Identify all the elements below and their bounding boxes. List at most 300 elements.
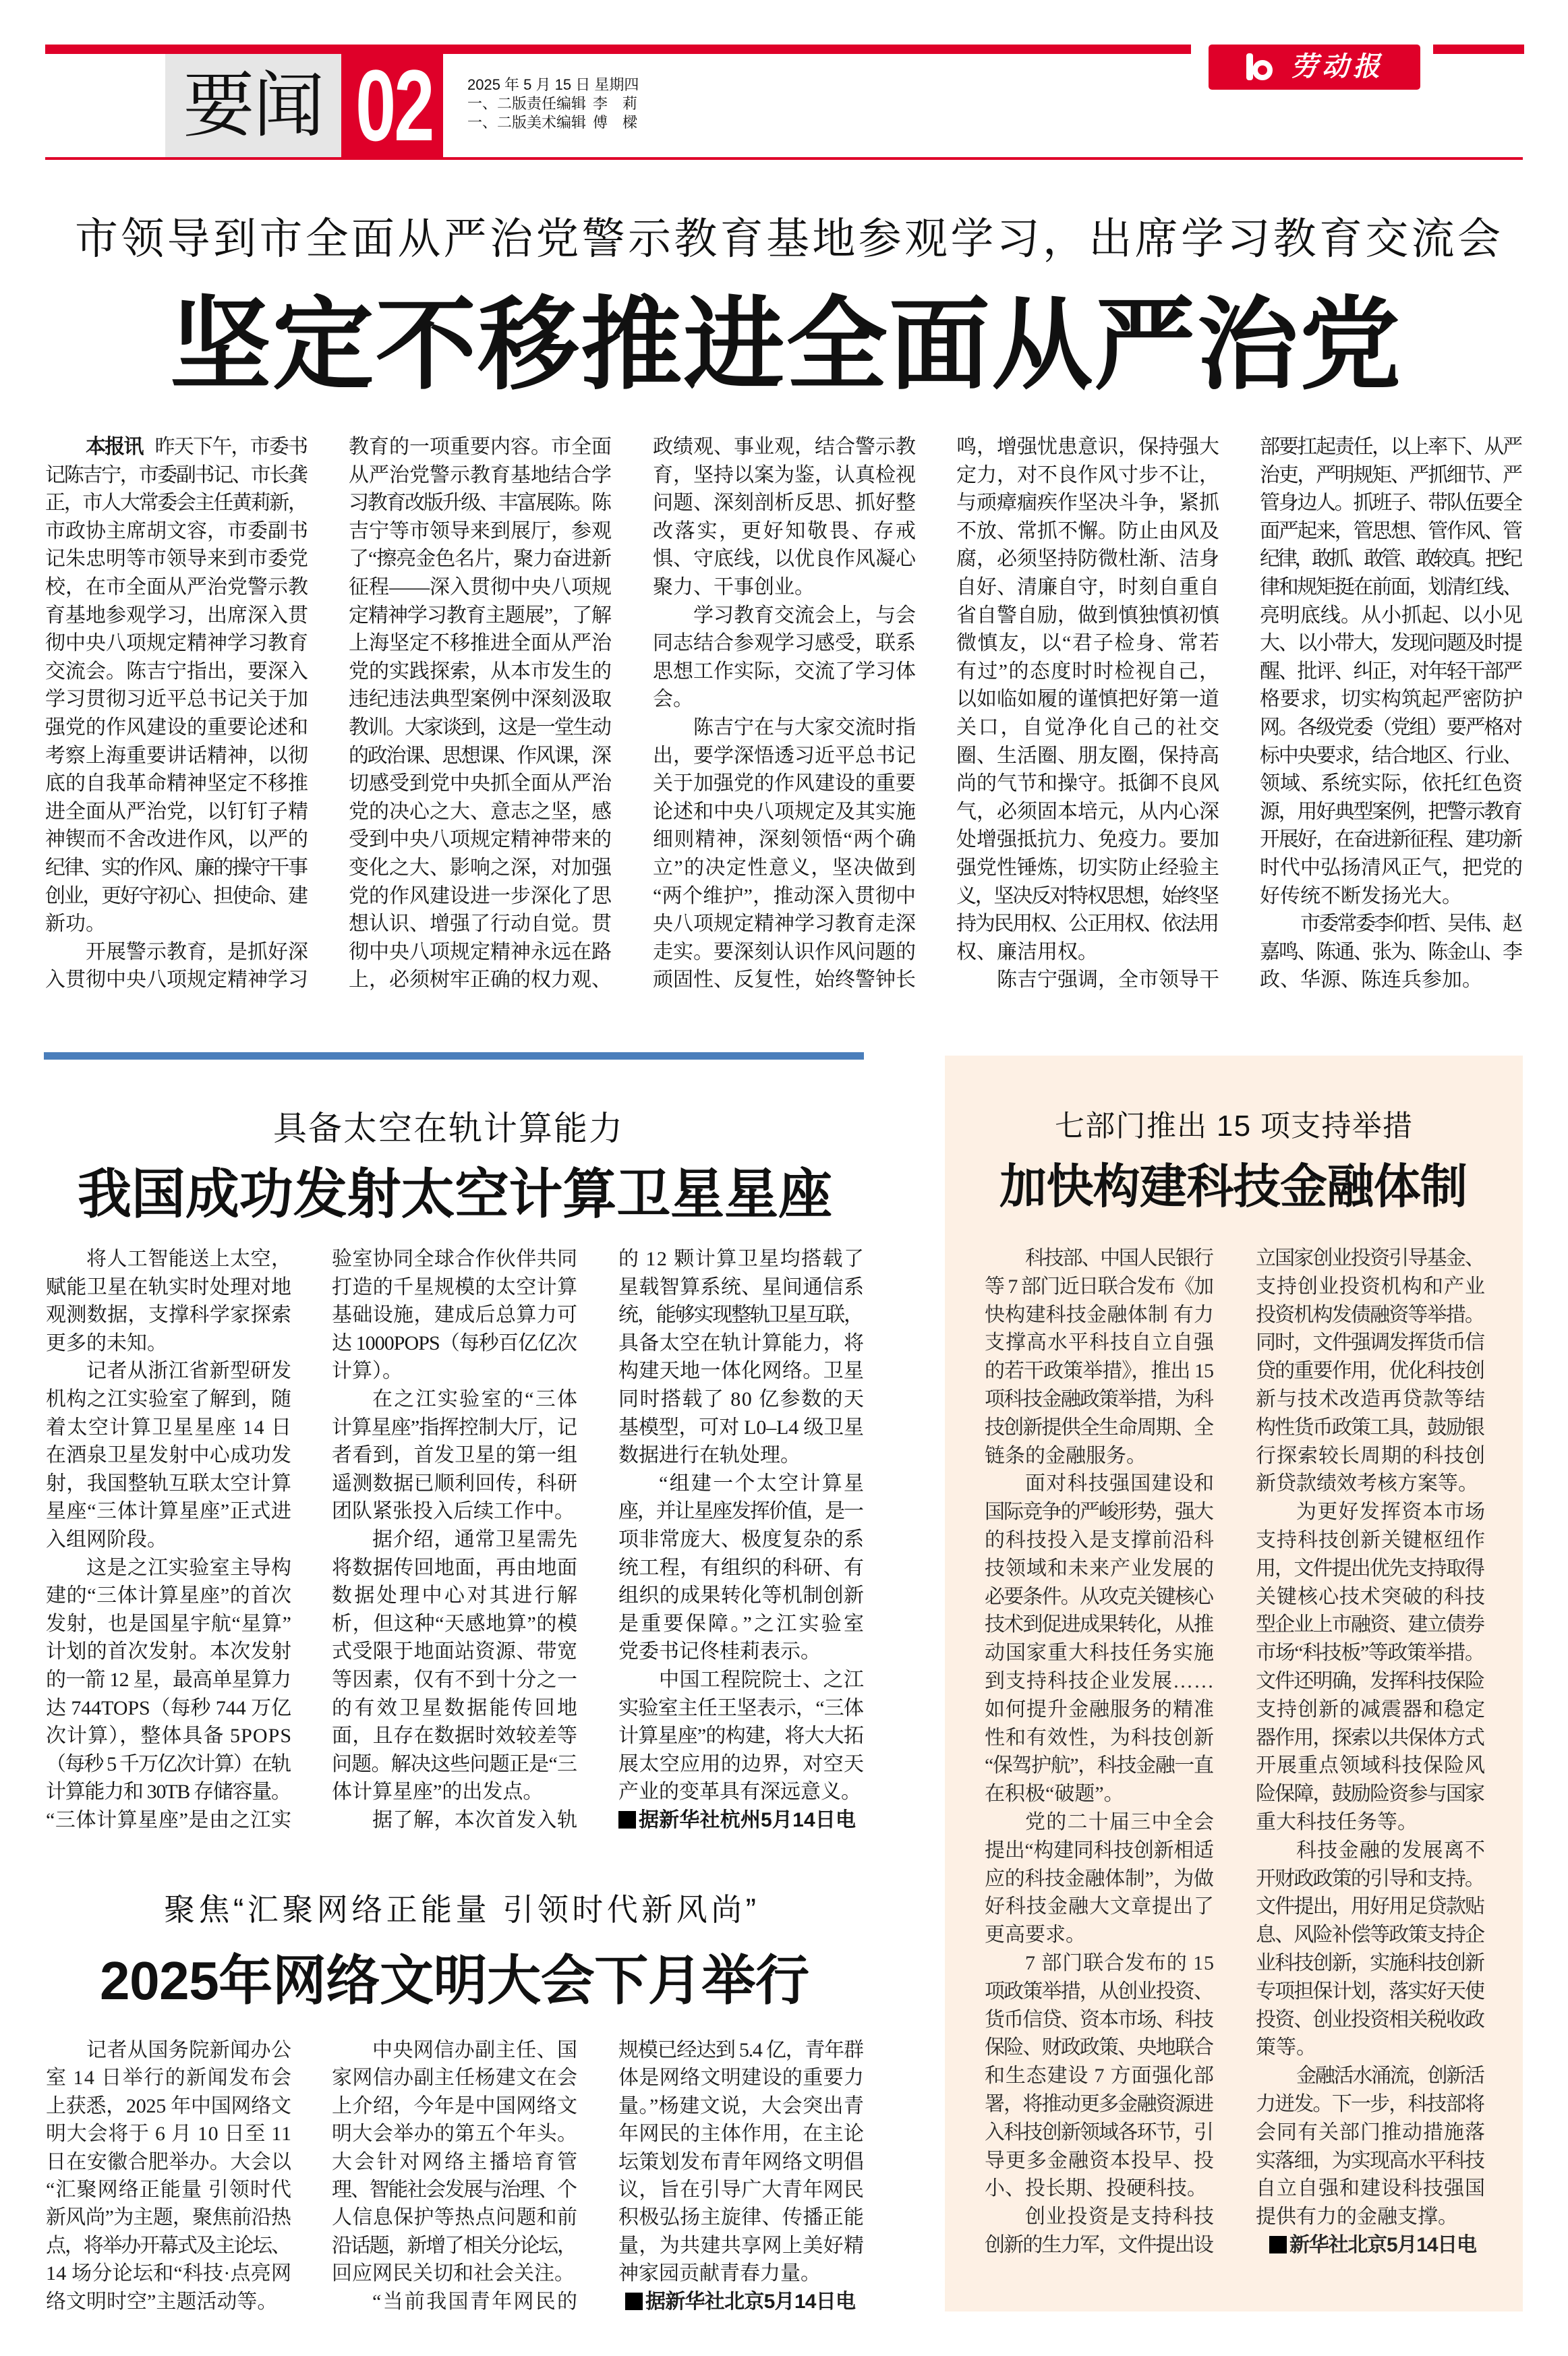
text-line: 问题、深刻剖析反思、抓好整: [653, 492, 916, 515]
story-column: [349, 433, 612, 994]
text-line: 习教育改版升级、丰富展陈。陈: [349, 492, 610, 515]
text-line: 规模已经达到 5.4 亿，青年群: [618, 2039, 863, 2061]
text-line: “三体计算星座”是由之江实: [46, 1808, 292, 1831]
text-line: 团队紧张投入后续工作中。: [332, 1500, 575, 1523]
text-line: 义，坚决反对特权思想，始终坚: [956, 884, 1218, 907]
text-line: 时代中弘扬清风正气，把党的: [1260, 856, 1523, 879]
paragraph: [332, 1806, 577, 1835]
text-line: 提出“构建同科技创新相适: [985, 1839, 1214, 1862]
newspaper-logo: [1209, 45, 1420, 90]
text-line: 在积极“破题”。: [985, 1783, 1124, 1806]
text-line: 权、廉洁用权。: [956, 940, 1098, 963]
text-line: 气，必须固本培元，从内心深: [956, 800, 1219, 823]
text-line: 育基地参观学习，出席深入贯: [45, 604, 308, 627]
text-line: 机构之江实验室了解到，随: [46, 1387, 292, 1410]
editor-name: 傅 樑: [593, 114, 638, 131]
section-label: 要闻: [183, 64, 324, 147]
text-line: 省自警自励，做到慎独慎初慎: [956, 604, 1219, 627]
text-line: 交流会。陈吉宁指出，要深入: [45, 660, 308, 683]
text-line: 创新的生力军，文件提出设: [985, 2233, 1213, 2256]
text-line: 出，要学深悟透习近平总书记: [653, 744, 916, 767]
text-line: 析，但这种“天感地算”的模: [332, 1612, 578, 1635]
text-line: “组建一个太空计算星: [659, 1472, 866, 1495]
text-line: [45, 433, 308, 461]
story-column: [618, 1245, 867, 1834]
dateline-text: 据新华社北京5月14日电: [645, 2290, 856, 2313]
story-headline: 2025年网络文明大会下月举行: [100, 1951, 809, 2011]
text-line: 变化之大、影响之深，对加强: [349, 856, 612, 879]
text-line: 不放、常抓不懈。防止由风及: [956, 519, 1219, 542]
text-line: 育，坚持以案为鉴，认真检视: [653, 463, 916, 486]
story-column: [618, 2036, 864, 2316]
text-line: 的 12 颗计算卫星均搭载了: [618, 1248, 865, 1270]
text-line: 数据处理中心对其进行解: [332, 1584, 580, 1607]
text-line: 中央网信办副主任、国: [372, 2039, 578, 2061]
text-line: 等因素，仅有不到十分之一: [332, 1668, 578, 1691]
story-kicker: 聚焦“汇聚网络正能量 引领时代新风尚”: [164, 1892, 760, 1927]
text-line: 体是网络文明建设的重要力: [618, 2067, 865, 2090]
text-line: 项非常庞大、极度复杂的系: [618, 1528, 865, 1551]
text-line: 会。: [653, 688, 693, 711]
text-line: 验室协同全球合作伙伴共同: [332, 1248, 578, 1270]
text-line: 细则精神，深刻领悟“两个确: [653, 828, 917, 851]
paragraph: [618, 1245, 864, 1470]
text-line: 力迸发。下一步，科技部将: [1256, 2092, 1484, 2115]
editor-credit: [467, 94, 639, 113]
text-line: 记陈吉宁，市委副书记、市长龚: [45, 463, 307, 486]
text-line: 险保障，鼓励险资参与国家: [1256, 1783, 1484, 1806]
text-line: 底的自我革命精神坚定不移推: [45, 772, 308, 795]
text-line: 面，且存在数据时效较差等: [332, 1725, 578, 1748]
text-line: 记者从国务院新闻办公: [86, 2039, 292, 2061]
text-line: 关键核心技术突破的科技: [1256, 1585, 1486, 1608]
text-line: 立国家创业投资引导基金、: [1256, 1247, 1484, 1269]
dateline: [618, 1806, 864, 1835]
editor-role: 一、二版责任编辑: [467, 95, 587, 112]
text-line: “汇聚网络正能量 引领时代: [46, 2178, 293, 2201]
text-line: 基础设施，建成后总算力可: [332, 1304, 578, 1327]
text-line: 行探索较长周期的科技创: [1256, 1444, 1486, 1467]
text-line: 将数据传回地面，再由地面: [332, 1556, 578, 1579]
text-line: 中国工程院院士、之江: [659, 1668, 865, 1691]
story-column: [985, 1244, 1214, 2260]
text-line: 理、智能社会发展与治理、个: [332, 2178, 576, 2201]
text-line: 体计算星座”的出发点。: [332, 1781, 544, 1804]
text-line: 的科技投入是支撑前沿科: [985, 1528, 1215, 1551]
paragraph: [618, 1470, 867, 1666]
text-line: 建的“三体计算星座”的首次: [46, 1584, 292, 1607]
issue-info: [467, 76, 639, 132]
paragraph: [985, 1808, 1214, 1949]
text-line: 源，用好典型案例，把警示教育: [1260, 800, 1521, 823]
text-line: 关口，自觉净化自己的社交: [956, 716, 1221, 739]
paragraph: [332, 2036, 580, 2288]
editor-credit: [467, 113, 639, 132]
text-line: 文件提出，用好用足贷款贴: [1256, 1895, 1484, 1918]
text-line: 统，能够实现整轨卫星互联，: [618, 1304, 863, 1327]
text-line: 计划的首次发射。本次发射: [46, 1640, 292, 1663]
text-line: 次计算），整体具备 5POPS: [46, 1725, 293, 1748]
text-line: 保险、财政政策、央地联合: [985, 2036, 1213, 2059]
text-line: 部要扛起责任，以上率下、从严: [1260, 436, 1521, 458]
text-line: 统工程，有组织的科研、有: [618, 1556, 865, 1579]
text-line: 新功。: [45, 913, 106, 936]
text-line: 络文明时空”主题活动等。: [46, 2290, 278, 2313]
text-line: 定力，对不良作风寸步不让，: [956, 463, 1219, 486]
text-line: 必要条件。从攻克关键核心: [985, 1585, 1213, 1608]
text-line: 贷的重要作用，优化科技创: [1256, 1360, 1484, 1383]
text-line: 政绩观、事业观，结合警示教: [653, 436, 916, 458]
text-line: 顽固性、反复性，始终警钟长: [653, 969, 916, 992]
text-line: 党的实践探索，从本市发生的: [349, 660, 612, 683]
text-line: 构性货币政策工具，鼓励银: [1256, 1416, 1484, 1439]
text-line: 家网信办副主任杨建文在会: [332, 2067, 578, 2090]
paragraph: [1260, 910, 1523, 994]
paragraph: [1256, 1244, 1485, 1498]
paragraph: [653, 714, 916, 994]
text-line: 人信息保护等热点问题和前: [332, 2206, 578, 2229]
text-line: 14 场分论坛和“科技·点亮网: [46, 2262, 292, 2285]
text-line: （每秒 5 千万亿次计算）在轨: [46, 1752, 291, 1775]
story-column: [653, 433, 916, 994]
paragraph: [956, 966, 1219, 994]
text-line: 论述和中央八项规定及其实施: [653, 800, 916, 823]
text-line: 以如临如履的谨慎把好第一道: [956, 688, 1219, 711]
text-line: 陈吉宁在与大家交流时指: [693, 716, 916, 739]
text-line: 自立自强和建设科技强国: [1256, 2177, 1486, 2200]
page-number-box: [341, 54, 443, 157]
text-line: 业科技创新，实施科技创新: [1256, 1951, 1484, 1974]
text-line: 强党的作风建设的重要论述和: [45, 716, 308, 739]
text-line: 重大科技任务等。: [1256, 1810, 1418, 1833]
text-line: 导更多金融资本投早、投: [985, 2149, 1215, 2172]
text-line: 好传统不断发扬光大。: [1260, 884, 1462, 907]
square-bullet-icon: [1269, 2236, 1287, 2253]
b-logo-icon: [1246, 53, 1274, 80]
text-line: 点，将举办开幕式及主论坛、: [46, 2234, 290, 2257]
text-line: 市政协主席胡文容，市委副书: [45, 519, 308, 542]
text-line: 同志结合参观学习感受，联系: [653, 632, 916, 655]
section-label-box: [165, 54, 341, 157]
text-line: 开展好，在奋进新征程、建功新: [1260, 828, 1521, 851]
text-line: 支持科技创新关键枢纽作: [1256, 1528, 1486, 1551]
text-line: 党的作风建设进一步深化了思: [349, 884, 612, 907]
paragraph: [46, 2036, 291, 2316]
text-line: 更高要求。: [985, 1924, 1086, 1947]
text-line: 问题。解决这些问题正是“三: [332, 1752, 577, 1775]
story-kicker: 市领导到市全面从严治党警示教育基地参观学习，出席学习教育交流会: [75, 214, 1504, 263]
text-line: 开展重点领域科技保险风: [1256, 1754, 1486, 1777]
text-line: 支持创业投资机构和产业: [1256, 1275, 1486, 1298]
story-column: [956, 433, 1219, 994]
text-line: 嘉鸣、陈通、张为、陈金山、李: [1260, 940, 1521, 963]
text-line: 金融活水涌流，创新活: [1296, 2065, 1484, 2088]
text-line: 立”的决定性意义，坚决做到: [653, 856, 917, 879]
text-line: 如何提升金融服务的精准: [985, 1698, 1215, 1721]
paragraph: [46, 1357, 291, 1553]
text-line: 科技部、中国人民银行: [1025, 1247, 1213, 1269]
text-line: 尚的气节和操守。抵御不良风: [956, 772, 1219, 795]
text-line: 计算星座”指挥控制大厅，记: [332, 1416, 577, 1439]
text-line: 用，文件提出优先支持取得: [1256, 1557, 1484, 1580]
text-line: 这是之江实验室主导构: [86, 1556, 292, 1579]
text-line: 展太空应用的边界，对空天: [618, 1752, 865, 1775]
text-line: 醒、批评、纠正，对年轻干部严: [1260, 660, 1521, 683]
editor-role: 一、二版美术编辑: [467, 114, 587, 131]
text-line: 项政策举措，从创业投资、: [985, 1980, 1213, 2003]
text-line: 支持创新的减震器和稳定: [1256, 1698, 1486, 1721]
text-line: 策等。: [1256, 2036, 1316, 2059]
text-line: 的政治课、思想课、作风课，深: [349, 744, 610, 767]
text-line: 积极弘扬主旋律、传播正能: [618, 2206, 865, 2229]
text-line: 的若干政策举措》，推出 15: [985, 1360, 1214, 1383]
text-line: 署，将推动更多金融资源进: [985, 2092, 1213, 2115]
text-line: 议，旨在引导广大青年网民: [618, 2178, 865, 2201]
text-line: 链条的金融服务。: [985, 1444, 1146, 1467]
text-line: 数据进行在轨处理。: [618, 1444, 801, 1467]
text-line: 在酒泉卫星发射中心成功发: [46, 1444, 292, 1467]
text-line: 入贯彻中央八项规定精神学习: [45, 969, 308, 992]
text-line: 性和有效性，为科技创新: [985, 1726, 1215, 1749]
text-line: 上海坚定不移推进全面从严治: [349, 632, 612, 655]
text-line: 座，并让星座发挥价值，是一: [618, 1500, 863, 1523]
text-line: 同时搭载了 80 亿参数的天: [618, 1387, 865, 1410]
text-line: 者看到，首发卫星的第一组: [332, 1444, 578, 1467]
paragraph: [653, 433, 916, 602]
text-line: 年网民的主体作用，在主论: [618, 2123, 865, 2146]
text-line: 计算）。: [332, 1360, 403, 1383]
dateline-text: 新华社北京5月14日电: [1289, 2233, 1476, 2256]
paragraph: [985, 1470, 1214, 1808]
text-line: 回应网民关切和社会关注。: [332, 2262, 575, 2285]
text-line: 鸣，增强忧患意识，保持强大: [956, 436, 1219, 458]
text-line: 受到中央八项规定精神带来的: [349, 828, 612, 851]
text-line: 入组网阶段。: [46, 1528, 167, 1551]
text-line: 进全面从严治党，以钉钉子精: [45, 800, 308, 823]
text-line: 的一箭 12 星，最高单星算力: [46, 1668, 291, 1691]
text-line: 达 744TOPS（每秒 744 万亿: [46, 1696, 291, 1719]
text-line: 面严起来，管思想、管作风、管: [1260, 519, 1521, 542]
paragraph: [985, 2203, 1214, 2260]
text-line: 正，市人大常委会主任黄莉新，: [45, 492, 307, 515]
text-line: 基模型，可对 L0–L4 级卫星: [618, 1416, 864, 1439]
text-line: 组织的成果转化等机制创新: [618, 1584, 865, 1607]
text-line: 微慎友，以“君子检身、常若: [956, 632, 1221, 655]
text-line: 处增强抵抗力、免疫力。要加: [956, 828, 1219, 851]
text-line: 项科技金融政策举措，为科: [985, 1387, 1213, 1410]
text-line: 应的科技金融体制”，为做: [985, 1867, 1214, 1890]
text-line: 征程——深入贯彻中央八项规: [349, 575, 612, 598]
text-line: 新与技术改造再贷款等结: [1256, 1387, 1486, 1410]
text-line: 治吏，严明规矩、严抓细节、严: [1260, 463, 1521, 486]
text-line-body: 昨天下午，市委书: [154, 436, 308, 458]
text-line: 政、华源、陈连兵参加。: [1260, 969, 1482, 992]
square-bullet-icon: [625, 2293, 643, 2310]
text-line: 上获悉，2025 年中国网络文: [46, 2094, 291, 2117]
logo-wordmark: 劳动报: [1291, 51, 1384, 82]
text-line: 考察上海重要讲话精神，以彻: [45, 744, 308, 767]
text-line: 定精神学习教育主题展”，了解: [349, 604, 611, 627]
dateline: [1256, 2231, 1485, 2260]
text-line: 技领域和未来产业发展的: [985, 1557, 1215, 1580]
text-line: 领域、系统实际，依托红色资: [1260, 772, 1523, 795]
text-line: 器作用，探索以共保体方式: [1256, 1726, 1484, 1749]
story-headline: 加快构建科技金融体制: [999, 1161, 1468, 1213]
paragraph: [618, 2036, 864, 2288]
text-line: 创业，更好守初心、担使命、建: [45, 884, 307, 907]
text-line: 新风尚”为主题，聚焦前沿热: [46, 2206, 291, 2229]
text-line: 标中央要求，结合地区、行业、: [1260, 744, 1521, 767]
paragraph: [349, 433, 612, 994]
text-line: 在之江实验室的“三体: [372, 1387, 579, 1410]
text-line: 大会针对网络主播培育管: [332, 2150, 580, 2173]
text-line: 明大会举办的第五个年头。: [332, 2123, 578, 2146]
page-number: 02: [355, 54, 433, 157]
text-line: 发射，也是国星宇航“星算”: [46, 1612, 292, 1635]
text-line: 等 7 部门近日联合发布《加: [985, 1275, 1213, 1298]
text-line: 式受限于地面站资源、带宽: [332, 1640, 578, 1663]
paragraph: [1256, 2062, 1485, 2231]
story-column: [45, 433, 308, 994]
paragraph: [653, 602, 916, 714]
text-line: 党的二十届三中全会: [1025, 1810, 1215, 1833]
dateline: [618, 2288, 864, 2316]
text-line: 为更好发挥资本市场: [1296, 1501, 1486, 1524]
text-line: 型企业上市融资、建立债券: [1256, 1613, 1484, 1636]
text-line: 彻中央八项规定精神永远在路: [349, 940, 612, 963]
story-column: [1260, 433, 1523, 994]
text-line: 想认识、增强了行动自觉。贯: [349, 913, 612, 936]
text-line: 创业投资是支持科技: [1025, 2206, 1215, 2229]
text-line: 坛策划发布青年网络文明倡: [618, 2150, 865, 2173]
story-headline: 坚定不移推进全面从严治党: [170, 290, 1403, 402]
text-line: 技创新提供全生命周期、全: [985, 1416, 1213, 1439]
text-line: 计算星座”的构建，将大大拓: [618, 1725, 864, 1748]
text-line: 上，必须树牢正确的权力观、: [349, 969, 612, 992]
text-line: 量，为共建共享网上美好精: [618, 2234, 865, 2257]
story-headline: 我国成功发射太空计算卫星星座: [78, 1164, 832, 1224]
text-line: 思想工作实际，交流了学习体: [653, 660, 916, 683]
text-line: 日在安徽合肥举办。大会以: [46, 2150, 292, 2173]
text-line: 管身边人。抓班子、带队伍要全: [1260, 492, 1521, 515]
text-line: 到支持科技企业发展……: [985, 1669, 1215, 1692]
text-line: 神锲而不舍改进作风，以严的: [45, 828, 308, 851]
paragraph: [1260, 433, 1523, 910]
text-line: 明大会将于 6 月 10 日至 11: [46, 2123, 292, 2146]
text-line: 技术到促进成果转化，从推: [985, 1613, 1213, 1636]
text-line: 会同有关部门推动措施落: [1256, 2121, 1486, 2144]
text-line: 室 14 日举行的新闻发布会: [46, 2067, 293, 2090]
text-line: 更多的未知。: [46, 1331, 167, 1354]
masthead-top-rule-right: [1433, 45, 1524, 54]
text-line: 着太空计算卫星星座 14 日: [46, 1416, 293, 1439]
paragraph: [332, 1245, 577, 1385]
text-line: 吉宁等市领导来到展厅，参观: [349, 519, 612, 542]
story-column: [332, 2036, 580, 2316]
text-line: 是重要保障。”之江实验室: [618, 1612, 867, 1635]
text-line: 圈、生活圈、朋友圈，保持高: [956, 744, 1219, 767]
text-line: 聚力、干事创业。: [653, 575, 815, 598]
text-line: 纪律，敢抓、敢管、敢较真。把纪: [1260, 548, 1520, 571]
paragraph: [332, 1385, 577, 1526]
text-line: 律和规矩挺在前面，划清红线、: [1260, 575, 1521, 598]
text-line: 星座“三体计算星座”正式进: [46, 1500, 292, 1523]
text-line: 上介绍，今年是中国网络文: [332, 2094, 578, 2117]
text-line: 走实。要深刻认识作风问题的: [653, 940, 916, 963]
text-line: 7 部门联合发布的 15: [1025, 1951, 1215, 1974]
text-line: 将人工智能送上太空，: [86, 1248, 292, 1270]
text-line: 网。各级党委（党组）要严格对: [1260, 716, 1521, 739]
dateline-text: 据新华社杭州5月14日电: [639, 1808, 856, 1831]
issue-date: 2025 年 5 月 15 日 星期四: [467, 76, 639, 93]
text-line: 记朱忠明等市领导来到市委党: [45, 548, 308, 571]
text-line: 货币信贷、资本市场、科技: [985, 2008, 1213, 2031]
text-line: 开展警示教育，是抓好深: [86, 940, 308, 963]
text-line: 文件还明确，发挥科技保险: [1256, 1669, 1484, 1692]
text-line: 实验室主任王坚表示，“三体: [618, 1696, 864, 1719]
story-kicker: 七部门推出 15 项支持举措: [1055, 1110, 1414, 1143]
paragraph: [1256, 1498, 1485, 1837]
paragraph: [332, 2288, 577, 2316]
text-line: 自好、清廉自守，时刻自重自: [956, 575, 1219, 598]
text-line: 新贷款绩效考核方案等。: [1256, 1472, 1478, 1495]
text-line: “保驾护航”，科技金融一直: [985, 1754, 1213, 1777]
text-line: 据介绍，通常卫星需先: [372, 1528, 578, 1551]
paragraph: [956, 433, 1219, 966]
text-line: 腐，必须坚持防微杜渐、洁身: [956, 548, 1219, 571]
paragraph: [46, 1554, 291, 1835]
text-line: 提供有力的金融支撑。: [1256, 2206, 1458, 2229]
text-line: 陈吉宁强调，全市领导干: [997, 969, 1219, 992]
editor-name: 李 莉: [593, 95, 638, 112]
text-line: 彻中央八项规定精神学习教育: [45, 632, 308, 655]
text-line: 记者从浙江省新型研发: [86, 1360, 292, 1383]
text-line: 射，我国整轨互联太空计算: [46, 1472, 292, 1495]
text-line: 专项担保计划，落实好天使: [1256, 1980, 1484, 2003]
text-line: 改落实，更好知敬畏、存戒: [653, 519, 918, 542]
text-line: 息、风险补偿等政策支持企: [1256, 1924, 1484, 1947]
text-line: 强党性锤炼，切实防止经验主: [956, 856, 1219, 879]
text-line: 开财政政策的引导和支持。: [1256, 1867, 1484, 1890]
paragraph: [618, 1666, 864, 1806]
text-line: 与顽瘴痼疾作坚决斗争，紧抓: [956, 492, 1219, 515]
text-line: 的有效卫星数据能传回地: [332, 1696, 580, 1719]
paragraph: [45, 938, 308, 994]
text-line: 计算能力和 30TB 存储容量。: [46, 1781, 291, 1804]
text-line: 打造的千星规模的太空计算: [332, 1275, 578, 1298]
text-line: 产业的变革具有深远意义。: [618, 1781, 861, 1804]
story-column: [46, 1245, 291, 1834]
text-line: “当前我国青年网民的: [372, 2290, 579, 2313]
square-bullet-icon: [618, 1811, 636, 1829]
text-line: 亮明底线。从小抓起、以小见: [1260, 604, 1523, 627]
story-column: [1256, 1244, 1485, 2260]
text-line: 纪律、实的作风、廉的操守干事: [45, 856, 307, 879]
text-line: 国际竞争的严峻形势，强大: [985, 1501, 1213, 1524]
text-line: 格要求，切实构筑起严密防护: [1260, 688, 1523, 711]
text-line: 面对科技强国建设和: [1025, 1472, 1215, 1495]
text-line: 党委书记佟桂莉表示。: [618, 1640, 821, 1663]
text-line: 快构建科技金融体制 有力: [985, 1303, 1215, 1326]
text-line: 量。”杨建文说，大会突出青: [618, 2094, 865, 2117]
paragraph: [985, 1949, 1214, 2203]
paragraph: [46, 1245, 291, 1357]
text-line: 科技金融的发展离不: [1296, 1839, 1486, 1862]
paragraph: [1256, 1837, 1485, 2062]
text-line: 市委常委李仰哲、吴伟、赵: [1300, 913, 1521, 936]
text-line: 从严治党警示教育基地结合学: [349, 463, 612, 486]
paragraph: [45, 433, 308, 938]
